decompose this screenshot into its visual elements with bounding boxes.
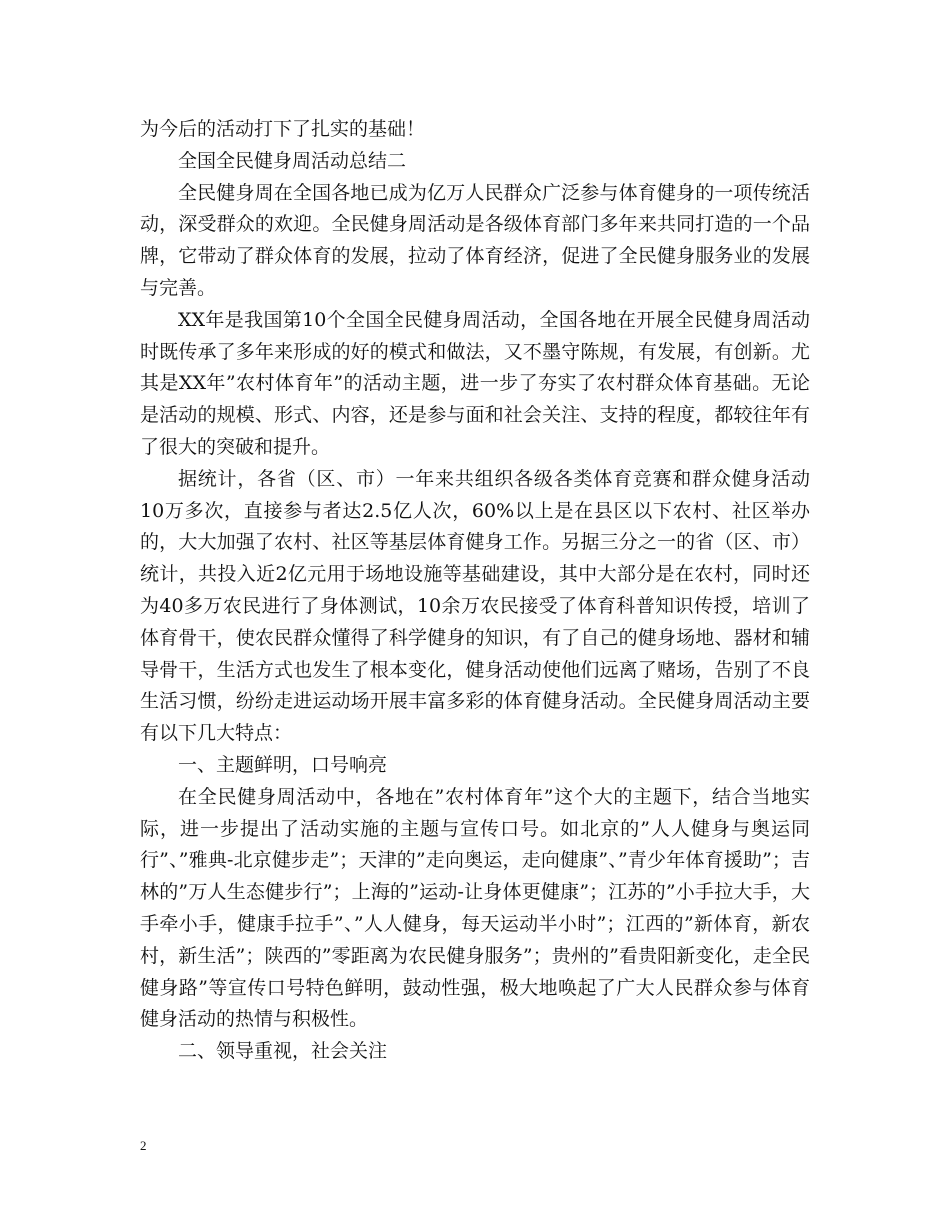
body-text — [140, 114, 810, 1068]
paragraph-slogans: 在全民健身周活动中，各地在”农村体育年”这个大的主题下，结合当地实际，进一步提出了活动实施的主题与宣传口号。如北京的”人人健身与奥运同行”、”雅典-北京健步走”；天津的”走向奥运，走向健康”、”青少年体育援助”；吉林的”万人生态健步行”；上海的”运动-让身体更健康”；江苏的”小手拉大手，大手牵小手，健康手拉手”、”人人健身，每天运动半小时”；江西的”新体育，新农村，新生活”；陕西的”零距离为农民健身服务”；贵州的”看贵阳新变化，走全民健身路”等宣传口号特色鲜明，鼓动性强，极大地唤起了广大人民群众参与体育健身活动的热情与积极性。 — [140, 785, 810, 1031]
paragraph-continuation: 为今后的活动打下了扎实的基础！ — [140, 118, 426, 140]
paragraph-intro: 全民健身周在全国各地已成为亿万人民群众广泛参与体育健身的一项传统活动，深受群众的欢迎。全民健身周活动是各级体育部门多年来共同打造的一个品牌，它带动了群众体育的发展，拉动了体育经济，促进了全民健身服务业的发展与完善。 — [140, 181, 810, 299]
paragraph-statistics: 据统计，各省（区、市）一年来共组织各级各类体育竞赛和群众健身活动10万多次，直接参与者达2.5亿人次，60%以上是在县区以下农村、社区举办的，大大加强了农村、社区等基层体育健身工作。另据三分之一的省（区、市）统计，共投入近2亿元用于场地设施等基础建设，其中大部分是在农村，同时还为40多万农民进行了身体测试，10余万农民接受了体育科普知识传授，培训了体育骨干，使农民群众懂得了科学健身的知识，有了自己的健身场地、器材和辅导骨干，生活方式也发生了根本变化，健身活动使他们远离了赌场，告别了不良生活习惯，纷纷走进运动场开展丰富多彩的体育健身活动。全民健身周活动主要有以下几大特点： — [140, 467, 810, 745]
paragraph-xx-year: XX年是我国第10个全国全民健身周活动，全国各地在开展全民健身周活动时既传承了多年来形成的好的模式和做法，又不墨守陈规，有发展，有创新。尤其是XX年”农村体育年”的活动主题，进一步了夯实了农村群众体育基础。无论是活动的规模、形式、内容，还是参与面和社会关注、支持的程度，都较往年有了很大的突破和提升。 — [140, 308, 810, 458]
subheading-leadership: 二、领导重视，社会关注 — [178, 1040, 388, 1063]
section-heading-summary-two: 全国全民健身周活动总结二 — [178, 149, 407, 172]
subheading-theme: 一、主题鲜明，口号响亮 — [178, 753, 388, 776]
page-number: 2 — [140, 1138, 147, 1153]
